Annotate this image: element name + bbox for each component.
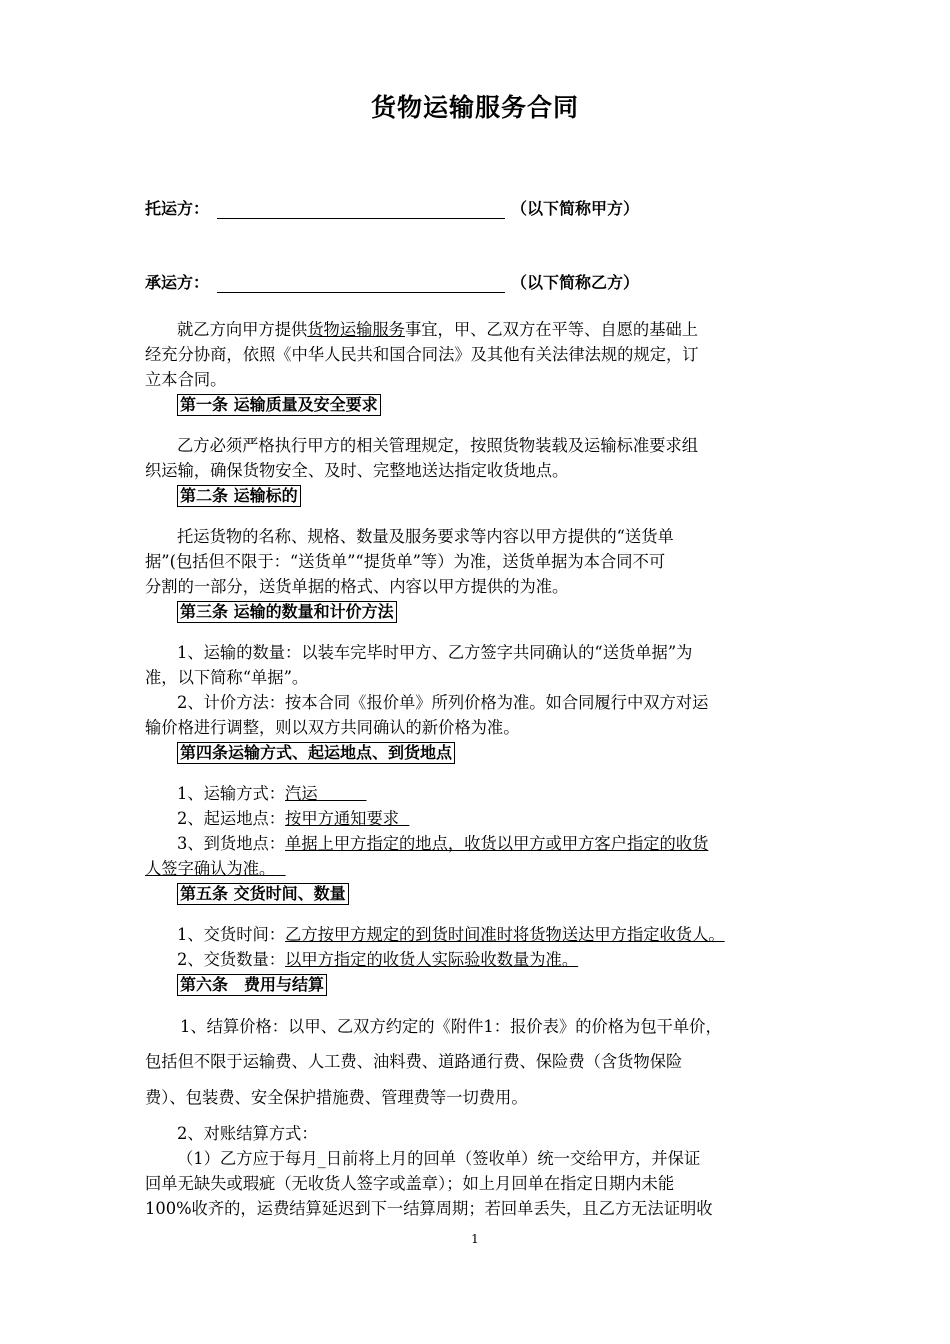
party-a-line	[145, 196, 639, 219]
article-6-line-5: （1）乙方应于每月_日前将上月的回单（签收单）统一交给甲方，并保证	[177, 1149, 701, 1168]
intro-line-1: 就乙方向甲方提供货物运输服务事宜，甲、乙双方在平等、自愿的基础上	[177, 320, 699, 339]
party-a-label: 托运方：	[145, 199, 210, 218]
transport-mode-value: 汽运	[285, 784, 318, 803]
destination-value: 单据上甲方指定的地点，收货以甲方或甲方客户指定的收货	[285, 834, 709, 853]
article-6-line-4: 2、对账结算方式：	[177, 1124, 318, 1143]
article-5-heading: 第五条 交货时间、数量	[177, 883, 349, 905]
article-3-line-4: 输价格进行调整，则以双方共同确认的新价格为准。	[145, 718, 520, 737]
service-name: 货物运输服务	[307, 320, 405, 339]
article-1-heading: 第一条 运输质量及安全要求	[177, 394, 381, 416]
article-1-line-1: 乙方必须严格执行甲方的相关管理规定，按照货物装载及运输标准要求组	[177, 436, 699, 455]
delivery-quantity-line: 2、交货数量：以甲方指定的收货人实际验收数量为准。	[177, 950, 579, 969]
article-6-line-3: 费）、包装费、安全保护措施费、管理费等一切费用。	[145, 1088, 528, 1107]
article-3-heading: 第三条 运输的数量和计价方法	[177, 601, 397, 623]
delivery-quantity-value: 以甲方指定的收货人实际验收数量为准。	[285, 950, 579, 969]
article-2-line-1: 托运货物的名称、规格、数量及服务要求等内容以甲方提供的“送货单	[177, 527, 674, 546]
article-4-heading: 第四条运输方式、起运地点、到货地点	[177, 742, 455, 764]
article-3-line-3: 2、计价方法：按本合同《报价单》所列价格为准。如合同履行中双方对运	[177, 693, 709, 712]
destination-line: 3、到货地点：单据上甲方指定的地点，收货以甲方或甲方客户指定的收货	[177, 834, 709, 853]
delivery-time-line: 1、交货时间：乙方按甲方规定的到货时间准时将货物送达甲方指定收货人。	[177, 925, 725, 944]
page-number: 1	[471, 1232, 479, 1246]
party-a-suffix: （以下简称甲方）	[511, 199, 640, 218]
article-6-line-7: 100%收齐的，运费结算延迟到下一结算周期；若回单丢失，且乙方无法证明收	[145, 1199, 713, 1218]
party-b-suffix: （以下简称乙方）	[511, 273, 640, 292]
article-2-line-3: 分割的一部分，送货单据的格式、内容以甲方提供的为准。	[145, 577, 569, 596]
delivery-time-value: 乙方按甲方规定的到货时间准时将货物送达甲方指定收货人。	[285, 925, 725, 944]
intro-line-3: 立本合同。	[145, 370, 227, 389]
transport-mode-line: 1、运输方式：汽运	[177, 784, 318, 803]
document-title: 货物运输服务合同	[370, 93, 579, 122]
article-3-line-2: 准，以下简称“单据”。	[145, 668, 309, 687]
intro-line-2: 经充分协商，依照《中华人民共和国合同法》及其他有关法律法规的规定，订	[145, 345, 699, 364]
party-b-label: 承运方：	[145, 273, 210, 292]
article-3-line-1: 1、运输的数量：以装车完毕时甲方、乙方签字共同确认的“送货单据”为	[177, 643, 693, 662]
destination-line-2: 人签字确认为准。	[145, 859, 276, 878]
article-6-line-1: 1、结算价格：以甲、乙双方约定的《附件1：报价表》的价格为包干单价，	[180, 1017, 722, 1036]
article-2-line-2: 据”(包括但不限于：“送货单”“提货单”等）为准，送货单据为本合同不可	[145, 552, 666, 571]
origin-line: 2、起运地点：按甲方通知要求	[177, 809, 400, 828]
article-6-heading: 第六条 费用与结算	[177, 974, 327, 996]
article-2-heading: 第二条 运输标的	[177, 485, 301, 507]
origin-value: 按甲方通知要求	[285, 809, 400, 828]
article-6-line-6: 回单无缺失或瑕疵（无收货人签字或盖章）；如上月回单在指定日期内未能	[145, 1174, 675, 1193]
party-a-blank	[217, 200, 505, 219]
party-b-line	[145, 270, 639, 293]
article-6-line-2: 包括但不限于运输费、人工费、油料费、道路通行费、保险费（含货物保险	[145, 1052, 683, 1071]
party-b-blank	[217, 274, 505, 293]
article-1-line-2: 织运输，确保货物安全、及时、完整地送达指定收货地点。	[145, 461, 569, 480]
